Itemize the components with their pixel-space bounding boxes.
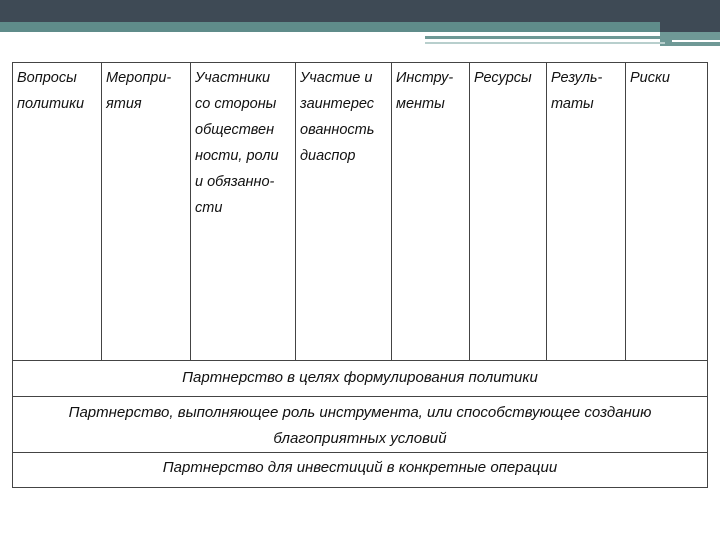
header-cell-activities: Меропри- ятия [102, 63, 191, 360]
accent-line [672, 40, 720, 42]
accent-line [425, 36, 665, 39]
header-cell-participants: Участники со стороны обществен ности, роли и обязанно- сти [191, 63, 296, 360]
header-teal-bar [0, 22, 720, 32]
header-dark-bar [0, 0, 720, 22]
table-row-policy-partnership: Партнерство в целях формулирования политики [13, 361, 707, 397]
table-row-investment-partnership: Партнерство для инвестиций в конкретные операции [162, 459, 558, 476]
table-header-row [13, 63, 707, 361]
header-teal-corner [660, 32, 720, 46]
table-row-instrument-partnership: Партнерство, выполняющее роль инструмента, или способствующее созданию благоприятных условий [13, 397, 707, 453]
accent-line [425, 42, 665, 44]
header-cell-results: Резуль- таты [547, 63, 626, 360]
header-cell-resources: Ресурсы [470, 63, 547, 360]
header-cell-diaspora-involvement: Участие и заинтерес ованность диаспор [296, 63, 392, 360]
header-cell-risks: Риски [630, 70, 670, 86]
partnership-table [12, 62, 708, 488]
header-cell-instruments: Инстру- менты [392, 63, 470, 360]
header-cell-policy-issues: Вопросы политики [13, 63, 102, 360]
